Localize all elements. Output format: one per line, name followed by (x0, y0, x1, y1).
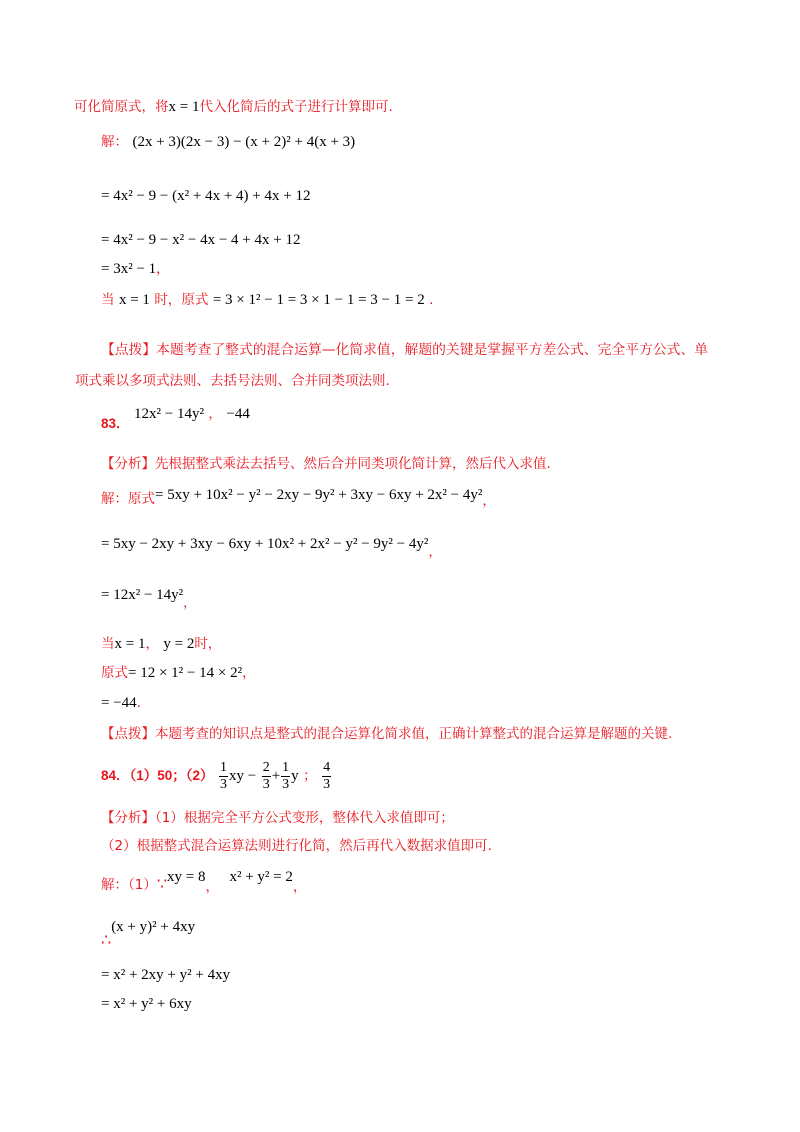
math-line (101, 916, 196, 949)
solution-line (101, 485, 496, 509)
solution-line (101, 132, 355, 152)
math-line (101, 259, 170, 279)
math-expression: x = 1 (114, 636, 146, 652)
punctuation: ， (208, 406, 222, 422)
math-expression: (x + y)² + 4xy (111, 919, 196, 935)
math-expression: = 4x² − 9 − (x² + 4x + 4) + 4x + 12 (101, 188, 311, 204)
text: 原式 (101, 665, 128, 681)
math-expression: x = 1 (118, 292, 150, 308)
question-number: 84．（1）50；（2） (101, 768, 214, 783)
math-expression: = x² + y² + 6xy (101, 996, 192, 1012)
analysis-line: 【分析】（1）根据完全平方公式变形，整体代入求值即可； (101, 810, 454, 826)
therefore-symbol: ∴ (101, 930, 112, 949)
punctuation: ， (482, 493, 496, 509)
fraction: $\frac{4}{3}$ (323, 759, 331, 792)
fraction: $\frac{2}{3}$ (262, 759, 270, 792)
solution-line (101, 866, 307, 895)
math-expression: x² + y² = 2 (229, 869, 293, 885)
punctuation: ， (292, 879, 307, 895)
punctuation: . (136, 695, 141, 711)
text: 当 (101, 292, 115, 308)
math-expression: = 4x² − 9 − x² − 4x − 4 + 4x + 12 (101, 232, 301, 248)
comment-line: 项式乘以多项式法则、去括号法则、合并同类项法则. (75, 373, 390, 389)
math-line (101, 693, 141, 713)
punctuation: ， (183, 595, 197, 611)
math-line (101, 290, 433, 310)
question-number: 83． (101, 416, 130, 431)
math-expression: x = 1 (168, 99, 200, 115)
text: 当 (101, 636, 115, 652)
solution-label: 解： (101, 134, 128, 150)
text: 代入化简后的式子进行计算即可. (199, 99, 393, 115)
punctuation: ， (145, 636, 159, 652)
text: 时， (194, 636, 222, 652)
because-symbol: ∵ (156, 874, 168, 893)
answer-line (101, 759, 332, 799)
comment-line: 【点拨】本题考查了整式的混合运算—化简求值，解题的关键是掌握平方差公式、完全平方公式、单 (101, 342, 709, 358)
comment-line: 【点拨】本题考查的知识点是整式的混合运算化简求值，正确计算整式的混合运算是解题的关键. (101, 726, 673, 742)
text-line (74, 97, 393, 117)
math-expression: (2x + 3)(2x − 3) − (x + 2)² + 4(x + 3) (132, 134, 356, 150)
punctuation: ， (205, 879, 219, 895)
math-line (101, 634, 221, 654)
math-term: y (291, 768, 299, 784)
math-expression: = 3x² − 1 (101, 261, 157, 277)
math-line (101, 585, 197, 611)
math-term: + (271, 768, 281, 784)
punctuation: ， (242, 665, 256, 681)
math-expression: −44 (226, 406, 250, 422)
analysis-line: 【分析】先根据整式乘法去括号、然后合并同类项化简计算，然后代入求值. (101, 456, 551, 472)
fraction: $\frac{1}{3}$ (220, 759, 228, 792)
math-expression: y = 2 (163, 636, 195, 652)
math-expression: = 3 × 1² − 1 = 3 × 1 − 1 = 3 − 1 = 2 (212, 292, 425, 308)
math-expression: = −44 (101, 695, 137, 711)
punctuation: ， (428, 544, 442, 560)
math-line (101, 663, 256, 683)
punctuation: ； (303, 768, 317, 784)
math-term: xy − (229, 768, 257, 784)
math-expression: = 12 × 1² − 14 × 2² (128, 665, 243, 681)
math-expression: = 12x² − 14y² (101, 587, 184, 603)
text: 时，原式 (154, 292, 209, 308)
punctuation: ， (156, 261, 170, 277)
math-expression: = x² + 2xy + y² + 4xy (101, 967, 231, 983)
math-expression: = 5xy − 2xy + 3xy − 6xy + 10x² + 2x² − y² − 9y² − 4y² (101, 536, 429, 552)
text: 可化简原式，将 (74, 99, 169, 115)
math-expression: = 5xy + 10x² − y² − 2xy − 9y² + 3xy − 6xy + 2x² − 4y² (155, 487, 483, 503)
solution-label: 解：（1） (101, 877, 157, 893)
math-expression: 12x² − 14y² (133, 406, 204, 422)
math-line (101, 534, 442, 560)
fraction: $\frac{1}{3}$ (282, 759, 290, 792)
math-expression: xy = 8 (167, 869, 206, 885)
answer-line (101, 404, 250, 431)
analysis-line: （2）根据整式混合运算法则进行化简，然后再代入数据求值即可. (101, 838, 492, 854)
punctuation: . (429, 292, 434, 308)
solution-label: 解：原式 (101, 491, 155, 507)
